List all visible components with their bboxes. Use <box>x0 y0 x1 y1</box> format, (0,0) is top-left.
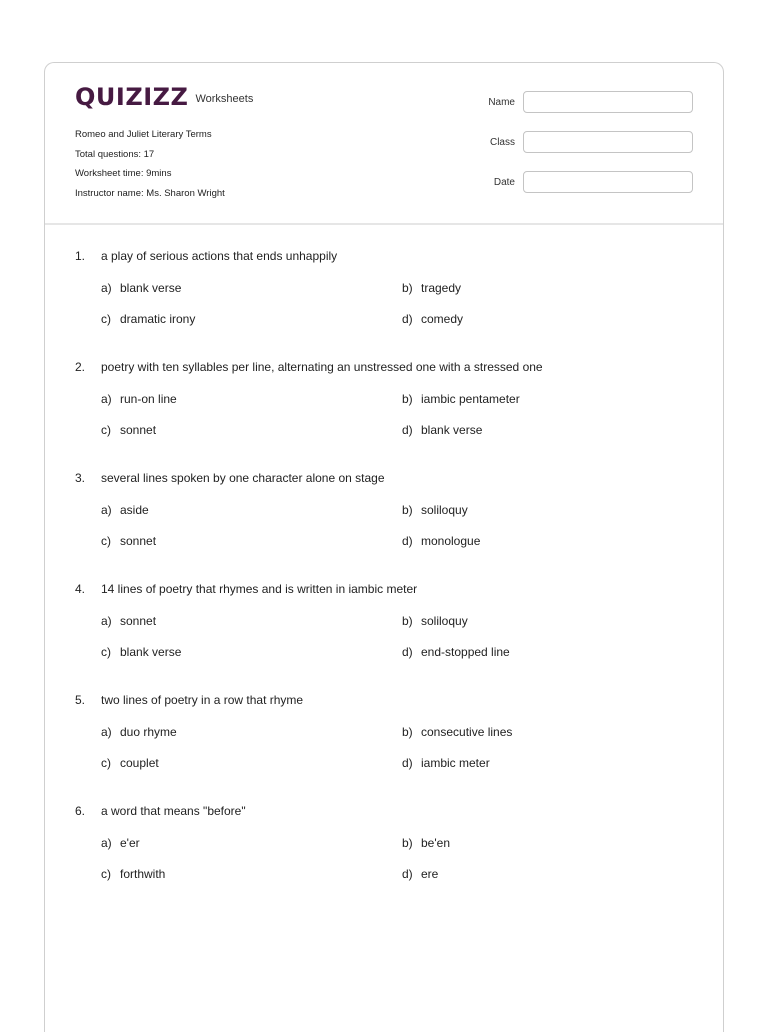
option-letter: b) <box>402 503 413 517</box>
option-text: sonnet <box>120 423 157 437</box>
option-d <box>402 423 702 437</box>
option-d <box>402 534 702 548</box>
question-number: 4. <box>75 582 86 596</box>
option-letter: b) <box>402 725 413 739</box>
quizizz-logo: QUIZIZZ <box>75 83 189 111</box>
option-letter: a) <box>101 836 112 850</box>
question-6 <box>75 804 705 881</box>
option-text: be'en <box>421 836 450 850</box>
option-text: ere <box>421 867 439 881</box>
option-b <box>402 836 702 850</box>
option-d <box>402 867 702 881</box>
option-text: blank verse <box>421 423 483 437</box>
question-text: two lines of poetry in a row that rhyme <box>101 693 304 707</box>
option-letter: c) <box>101 312 111 326</box>
option-letter: a) <box>101 392 112 406</box>
class-field[interactable] <box>523 131 693 153</box>
option-text: comedy <box>421 312 464 326</box>
option-a <box>101 836 402 850</box>
option-d <box>402 756 702 770</box>
name-field-row <box>488 91 693 113</box>
worksheet-meta <box>75 125 225 203</box>
option-d <box>402 312 702 326</box>
option-text: run-on line <box>120 392 177 406</box>
option-letter: c) <box>101 756 111 770</box>
option-c <box>101 645 402 659</box>
option-text: couplet <box>120 756 159 770</box>
question-number: 1. <box>75 249 86 263</box>
option-text: tragedy <box>421 281 462 295</box>
question-number: 5. <box>75 693 86 707</box>
question-4 <box>75 582 705 659</box>
question-text: a word that means "before" <box>101 804 246 818</box>
date-field-row <box>494 171 693 193</box>
option-letter: c) <box>101 645 111 659</box>
question-number: 2. <box>75 360 86 374</box>
option-c <box>101 534 402 548</box>
option-letter: b) <box>402 836 413 850</box>
option-b <box>402 725 702 739</box>
question-list <box>75 249 705 915</box>
option-c <box>101 867 402 881</box>
option-text: blank verse <box>120 645 182 659</box>
worksheet-title: Romeo and Juliet Literary Terms <box>75 129 212 140</box>
question-5 <box>75 693 705 770</box>
option-b <box>402 614 702 628</box>
option-letter: b) <box>402 281 413 295</box>
option-text: sonnet <box>120 614 157 628</box>
option-text: e'er <box>120 836 140 850</box>
class-label: Class <box>489 136 515 148</box>
option-letter: b) <box>402 392 413 406</box>
option-letter: d) <box>402 645 413 659</box>
question-text: several lines spoken by one character alone on stage <box>101 471 385 485</box>
question-text: a play of serious actions that ends unhappily <box>101 249 338 263</box>
option-letter: a) <box>101 281 112 295</box>
brand-subtitle: Worksheets <box>195 93 254 105</box>
date-field[interactable] <box>523 171 693 193</box>
date-label: Date <box>493 176 515 188</box>
question-2 <box>75 360 705 437</box>
option-text: consecutive lines <box>421 725 513 739</box>
total-questions: Total questions: 17 <box>75 148 155 160</box>
option-letter: a) <box>101 614 112 628</box>
option-a <box>101 614 402 628</box>
option-text: end-stopped line <box>421 645 510 659</box>
option-a <box>101 503 402 517</box>
class-field-row <box>490 131 693 153</box>
option-c <box>101 756 402 770</box>
question-number: 6. <box>75 804 86 818</box>
option-text: iambic pentameter <box>421 392 520 406</box>
option-b <box>402 281 702 295</box>
instructor-name: Instructor name: Ms. Sharon Wright <box>75 187 225 199</box>
option-letter: c) <box>101 534 111 548</box>
option-a <box>101 281 402 295</box>
option-a <box>101 725 402 739</box>
question-3 <box>75 471 705 548</box>
option-letter: a) <box>101 725 112 739</box>
option-text: dramatic irony <box>120 312 196 326</box>
option-c <box>101 423 402 437</box>
option-letter: d) <box>402 423 413 437</box>
question-text: poetry with ten syllables per line, alternating an unstressed one with a stressed one <box>101 360 543 374</box>
option-text: sonnet <box>120 534 157 548</box>
worksheet-time: Worksheet time: 9mins <box>75 168 172 179</box>
question-text: 14 lines of poetry that rhymes and is written in iambic meter <box>101 582 418 596</box>
option-text: iambic meter <box>421 756 490 770</box>
question-number: 3. <box>75 471 86 485</box>
option-text: soliloquy <box>421 614 468 628</box>
option-text: aside <box>120 503 149 517</box>
option-letter: c) <box>101 867 111 881</box>
option-text: blank verse <box>120 281 182 295</box>
option-c <box>101 312 402 326</box>
worksheet-header <box>45 63 723 225</box>
option-letter: d) <box>402 756 413 770</box>
option-letter: c) <box>101 423 111 437</box>
option-letter: a) <box>101 503 112 517</box>
option-b <box>402 503 702 517</box>
option-letter: d) <box>402 867 413 881</box>
option-text: forthwith <box>120 867 166 881</box>
option-letter: d) <box>402 312 413 326</box>
option-text: soliloquy <box>421 503 468 517</box>
question-1 <box>75 249 705 326</box>
option-b <box>402 392 702 406</box>
option-a <box>101 392 402 406</box>
name-label: Name <box>488 96 515 108</box>
option-text: duo rhyme <box>120 725 177 739</box>
option-text: monologue <box>421 534 481 548</box>
worksheet <box>44 62 724 1032</box>
option-letter: d) <box>402 534 413 548</box>
option-d <box>402 645 702 659</box>
brand <box>75 85 253 109</box>
name-field[interactable] <box>523 91 693 113</box>
option-letter: b) <box>402 614 413 628</box>
